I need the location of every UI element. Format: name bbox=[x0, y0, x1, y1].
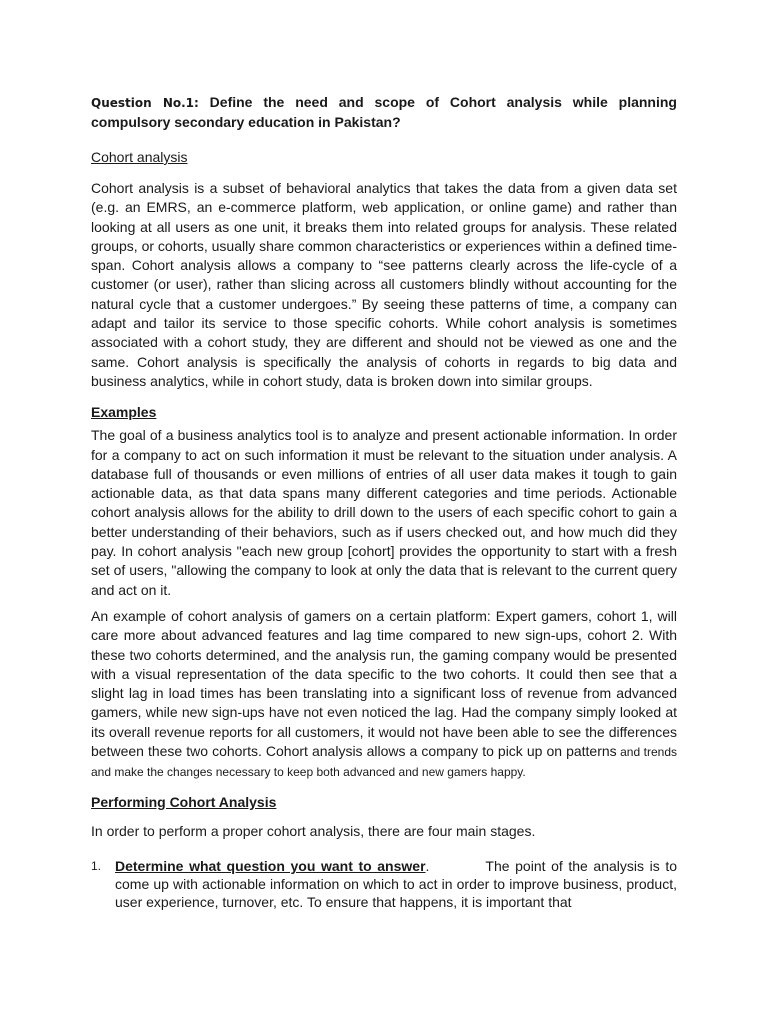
question-label: Question No.1: bbox=[91, 96, 199, 110]
examples-paragraph-2 bbox=[91, 607, 677, 783]
list-item-lead-punct: . bbox=[425, 857, 430, 874]
section-heading-performing: Performing Cohort Analysis bbox=[91, 793, 277, 810]
list-item-lead: Determine what question you want to answer bbox=[115, 857, 426, 874]
section-heading-cohort-analysis: Cohort analysis bbox=[91, 149, 188, 165]
document-page bbox=[91, 93, 677, 911]
list-item-text: The point of the analysis is to come up with actionable information on which to act in order to improve business, product, user experience, turnover, etc. To ensure that happens, it is important that bbox=[115, 857, 677, 910]
list-item bbox=[91, 857, 677, 911]
list-item-number: 1. bbox=[91, 858, 102, 873]
question-text: Define the need and scope of Cohort analysis while planning compulsory secondary education in Pakistan? bbox=[91, 94, 677, 130]
section-heading-examples: Examples bbox=[91, 404, 157, 421]
examples-paragraph-1: The goal of a business analytics tool is to analyze and present actionable information. In order for a company to act on such information it must be relevant to the situation under analysis. A database full of thousands or even millions of entries of all user data makes it tough to gain actionable data, as that data spans many different categories and time periods. Actionable cohort analysis allows for the ability to drill down to the users of each specific cohort to gain a better understanding of their behaviors, such as if users checked out, and how much did they pay. In cohort analysis "each new group [cohort] provides the opportunity to start with a fresh set of users, "allowing the company to look at only the data that is relevant to the current query and act on it. bbox=[91, 427, 677, 598]
question-heading bbox=[91, 93, 677, 132]
stages-list bbox=[91, 857, 677, 911]
examples-paragraph-2-main: An example of cohort analysis of gamers on a certain platform: Expert gamers, cohort 1, will care more about advanced features and lag time compared to new sign-ups, cohort 2. With these two cohorts determined, and the analysis run, the gaming company would be presented with a visual representation of the data specific to the two cohorts. It could then see that a slight lag in load times has been translating into a significant loss of revenue from advanced gamers, while new sign-ups have not even noticed the lag. Had the company simply looked at its overall revenue reports for all customers, it would not have been able to see the differences between these two cohorts. Cohort analysis allows a company to pick up on patterns bbox=[91, 607, 677, 760]
performing-intro: In order to perform a proper cohort analysis, there are four main stages. bbox=[91, 822, 536, 839]
examples-paragraph-2-small: and trends and make the changes necessary to keep both advanced and new gamers happy. bbox=[91, 745, 677, 780]
cohort-analysis-paragraph: Cohort analysis is a subset of behavioral analytics that takes the data from a given data set (e.g. an EMRS, an e-commerce platform, web application, or online game) and rather than looking at all users as one unit, it breaks them into related groups for analysis. These related groups, or cohorts, usually share common characteristics or experiences within a defined time-span. Cohort analysis allows a company to “see patterns clearly across the life-cycle of a customer (or user), rather than slicing across all customers blindly without accounting for the natural cycle that a customer undergoes.” By seeing these patterns of time, a company can adapt and tailor its service to those specific cohorts. While cohort analysis is sometimes associated with a cohort study, they are different and should not be viewed as one and the same. Cohort analysis is specifically the analysis of cohorts in regards to big data and business analytics, while in cohort study, data is broken down into similar groups. bbox=[91, 180, 677, 389]
